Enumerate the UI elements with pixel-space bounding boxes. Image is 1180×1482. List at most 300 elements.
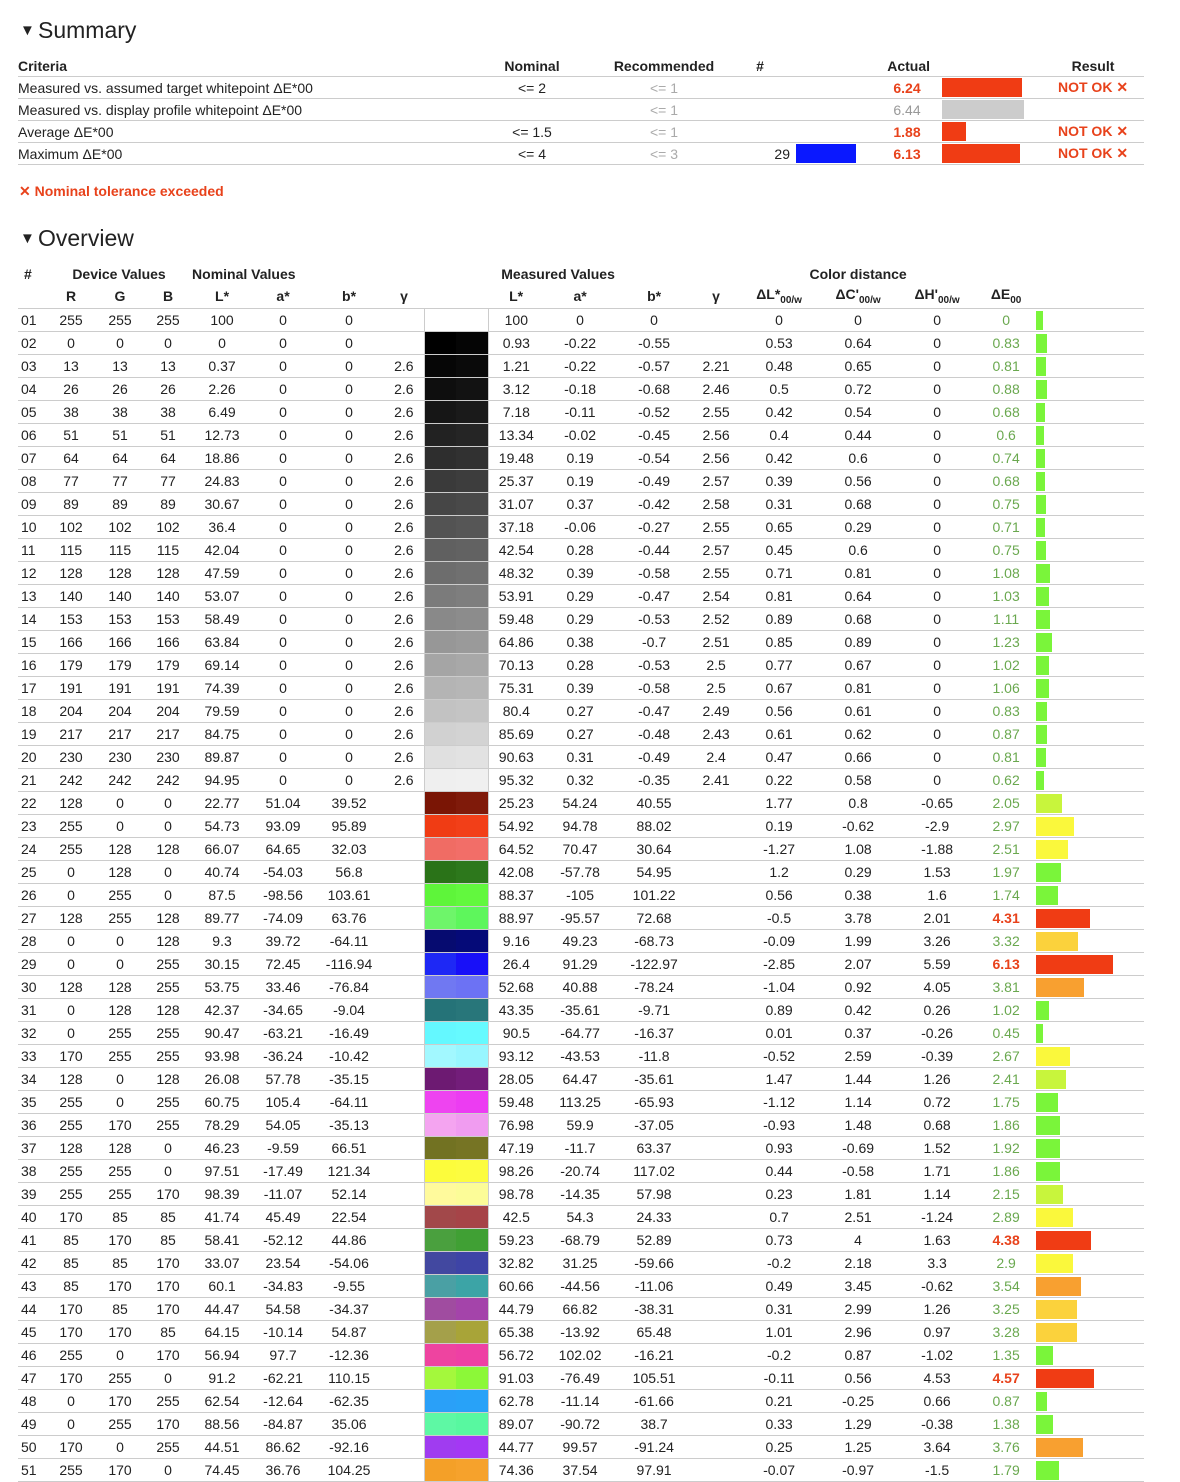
delta-e-cell: 3.25	[976, 1298, 1036, 1321]
color-swatch	[424, 1045, 488, 1068]
measured-a-cell: -76.49	[544, 1367, 616, 1390]
measured-gamma-cell	[692, 1459, 740, 1482]
r-cell: 170	[46, 1367, 96, 1390]
idx-cell: 04	[18, 378, 46, 401]
delta-e-bar-cell	[1036, 861, 1144, 884]
nominal-gamma-cell: 2.6	[384, 539, 424, 562]
nominal-a-cell: 0	[252, 654, 314, 677]
delta-e-cell: 0.75	[976, 493, 1036, 516]
delta-l-cell: 1.2	[740, 861, 818, 884]
nominal-gamma-cell	[384, 907, 424, 930]
r-cell: 255	[46, 1183, 96, 1206]
delta-e-bar-cell	[1036, 654, 1144, 677]
delta-h-cell: 0	[898, 654, 976, 677]
table-row	[18, 447, 1144, 470]
delta-h-cell: -0.39	[898, 1045, 976, 1068]
delta-c-cell: 0.56	[818, 470, 898, 493]
delta-e-bar	[1036, 748, 1046, 767]
measured-gamma-cell	[692, 792, 740, 815]
b-cell: 51	[144, 424, 192, 447]
b-cell: 166	[144, 631, 192, 654]
idx-cell: 26	[18, 884, 46, 907]
measured-gamma-cell: 2.58	[692, 493, 740, 516]
color-swatch	[424, 953, 488, 976]
r-cell: 0	[46, 953, 96, 976]
measured-l-cell: 70.13	[488, 654, 544, 677]
b-cell: 170	[144, 1275, 192, 1298]
delta-h-cell: 1.26	[898, 1298, 976, 1321]
measured-gamma-cell	[692, 1298, 740, 1321]
r-cell: 0	[46, 332, 96, 355]
nominal-gamma-cell: 2.6	[384, 723, 424, 746]
delta-e-bar-cell	[1036, 447, 1144, 470]
delta-c-cell: 3.78	[818, 907, 898, 930]
b-cell: 255	[144, 1436, 192, 1459]
nominal-b-cell: 0	[314, 401, 384, 424]
delta-e-bar-cell	[1036, 1160, 1144, 1183]
delta-e-bar-cell	[1036, 1367, 1144, 1390]
color-swatch	[424, 493, 488, 516]
delta-e-bar	[1036, 1093, 1058, 1112]
summary-section-title[interactable]	[20, 17, 136, 44]
delta-h-cell: -1.24	[898, 1206, 976, 1229]
delta-e-bar-cell	[1036, 1413, 1144, 1436]
b-cell: 140	[144, 585, 192, 608]
delta-e-cell: 0.83	[976, 332, 1036, 355]
measured-a-cell: -13.92	[544, 1321, 616, 1344]
g-cell: 255	[96, 907, 144, 930]
delta-h-cell: 0	[898, 631, 976, 654]
measured-b-cell: -0.47	[616, 585, 692, 608]
delta-h-cell: -2.9	[898, 815, 976, 838]
delta-c-cell: 0.61	[818, 700, 898, 723]
measured-b-cell: 72.68	[616, 907, 692, 930]
b-cell: 170	[144, 1344, 192, 1367]
measured-b-cell: -61.66	[616, 1390, 692, 1413]
measured-l-cell: 56.72	[488, 1344, 544, 1367]
delta-c-cell: 0.66	[818, 746, 898, 769]
nominal-l-cell: 54.73	[192, 815, 252, 838]
g-cell: 170	[96, 1390, 144, 1413]
r-cell: 255	[46, 1344, 96, 1367]
idx-cell: 38	[18, 1160, 46, 1183]
color-swatch	[424, 1160, 488, 1183]
delta-e-cell: 1.92	[976, 1137, 1036, 1160]
delta-c-cell: -0.97	[818, 1459, 898, 1482]
nominal-l-cell: 88.56	[192, 1413, 252, 1436]
actual-cell: 6.24	[872, 77, 942, 99]
nominal-l-cell: 62.54	[192, 1390, 252, 1413]
nominal-b-cell: -34.37	[314, 1298, 384, 1321]
color-swatch	[424, 930, 488, 953]
measured-b-cell: 88.02	[616, 815, 692, 838]
nominal-gamma-cell	[384, 815, 424, 838]
nominal-l-header: L*	[192, 284, 252, 309]
nominal-a-cell: -36.24	[252, 1045, 314, 1068]
nominal-gamma-cell: 2.6	[384, 769, 424, 792]
nominal-b-cell: -76.84	[314, 976, 384, 999]
measured-l-cell: 25.37	[488, 470, 544, 493]
measured-a-cell: 0.19	[544, 470, 616, 493]
measured-l-cell: 64.86	[488, 631, 544, 654]
delta-e-bar	[1036, 518, 1045, 537]
nominal-a-cell: 0	[252, 493, 314, 516]
overview-section-title[interactable]	[20, 225, 134, 252]
measured-a-cell: 113.25	[544, 1091, 616, 1114]
delta-c-cell: 2.07	[818, 953, 898, 976]
r-cell: 89	[46, 493, 96, 516]
measured-l-cell: 74.36	[488, 1459, 544, 1482]
nominal-b-cell: 0	[314, 585, 384, 608]
measured-b-cell: -9.71	[616, 999, 692, 1022]
measured-a-cell: -0.06	[544, 516, 616, 539]
delta-l-cell: -1.27	[740, 838, 818, 861]
measured-a-cell: 37.54	[544, 1459, 616, 1482]
delta-l-cell: 0.71	[740, 562, 818, 585]
measured-gamma-cell	[692, 907, 740, 930]
color-swatch	[424, 470, 488, 493]
measured-b-cell: -37.05	[616, 1114, 692, 1137]
delta-e-bar	[1036, 725, 1047, 744]
g-cell: 85	[96, 1252, 144, 1275]
nominal-l-cell: 26.08	[192, 1068, 252, 1091]
nominal-a-cell: 57.78	[252, 1068, 314, 1091]
delta-e-cell: 2.67	[976, 1045, 1036, 1068]
delta-l-cell: 0	[740, 309, 818, 332]
delta-e-bar-cell	[1036, 608, 1144, 631]
delta-h-cell: 0	[898, 769, 976, 792]
table-row	[18, 470, 1144, 493]
nominal-b-cell: 22.54	[314, 1206, 384, 1229]
delta-e-bar	[1036, 1277, 1081, 1296]
color-swatch	[424, 1367, 488, 1390]
measured-a-cell: 0.28	[544, 654, 616, 677]
color-swatch	[424, 1459, 488, 1482]
delta-h-cell: 4.05	[898, 976, 976, 999]
delta-h-cell: 0.68	[898, 1114, 976, 1137]
nominal-b-cell: -64.11	[314, 930, 384, 953]
measured-l-cell: 26.4	[488, 953, 544, 976]
delta-e-cell: 4.57	[976, 1367, 1036, 1390]
nominal-gamma-cell: 2.6	[384, 470, 424, 493]
measured-a-cell: 0.38	[544, 631, 616, 654]
nominal-l-cell: 74.39	[192, 677, 252, 700]
triangle-down-icon: ▼	[20, 230, 35, 247]
nominal-a-cell: 54.58	[252, 1298, 314, 1321]
measured-l-cell: 62.78	[488, 1390, 544, 1413]
table-row	[18, 516, 1144, 539]
delta-h-cell: 0	[898, 493, 976, 516]
g-cell: 255	[96, 1022, 144, 1045]
delta-h-cell: 0.72	[898, 1091, 976, 1114]
measured-gamma-cell	[692, 309, 740, 332]
nominal-values-header: Nominal Values	[192, 266, 296, 282]
nominal-gamma-cell	[384, 1160, 424, 1183]
delta-c-cell: 1.48	[818, 1114, 898, 1137]
measured-b-cell: -35.61	[616, 1068, 692, 1091]
measured-l-cell: 59.48	[488, 608, 544, 631]
measured-a-cell: 0.19	[544, 447, 616, 470]
g-cell: 128	[96, 838, 144, 861]
measured-gamma-cell: 2.57	[692, 470, 740, 493]
idx-cell: 15	[18, 631, 46, 654]
measured-l-cell: 88.37	[488, 884, 544, 907]
table-row	[18, 401, 1144, 424]
delta-c-cell: 0.29	[818, 516, 898, 539]
idx-cell: 05	[18, 401, 46, 424]
color-swatch	[424, 1436, 488, 1459]
delta-h-cell: 0	[898, 424, 976, 447]
delta-l-cell: 0.33	[740, 1413, 818, 1436]
g-cell: 38	[96, 401, 144, 424]
sample-cell	[796, 143, 872, 165]
r-cell: 166	[46, 631, 96, 654]
measured-l-cell: 1.21	[488, 355, 544, 378]
measured-l-cell: 28.05	[488, 1068, 544, 1091]
b-cell: 26	[144, 378, 192, 401]
recommended-header: Recommended	[604, 56, 724, 77]
table-row	[18, 1390, 1144, 1413]
delta-c-cell: 1.29	[818, 1413, 898, 1436]
delta-e-bar	[1036, 656, 1049, 675]
nominal-a-cell: 0	[252, 769, 314, 792]
delta-c-cell: 0.38	[818, 884, 898, 907]
measured-gamma-cell: 2.52	[692, 608, 740, 631]
b-cell: 255	[144, 1022, 192, 1045]
nominal-gamma-cell	[384, 1298, 424, 1321]
nominal-l-cell: 63.84	[192, 631, 252, 654]
nominal-l-cell: 42.37	[192, 999, 252, 1022]
g-cell: 0	[96, 792, 144, 815]
delta-e-bar	[1036, 380, 1047, 399]
nominal-l-cell: 78.29	[192, 1114, 252, 1137]
nominal-gamma-cell: 2.6	[384, 355, 424, 378]
table-row	[18, 1459, 1144, 1482]
nominal-gamma-cell: 2.6	[384, 378, 424, 401]
r-cell: 0	[46, 861, 96, 884]
delta-h-cell: -0.38	[898, 1413, 976, 1436]
actual-bar	[942, 144, 1020, 163]
idx-cell: 46	[18, 1344, 46, 1367]
measured-gamma-cell	[692, 1068, 740, 1091]
nominal-cell: <= 4	[460, 143, 604, 165]
delta-e-bar-cell	[1036, 677, 1144, 700]
delta-l-cell: -0.93	[740, 1114, 818, 1137]
nominal-b-cell: 110.15	[314, 1367, 384, 1390]
measured-gamma-cell	[692, 1436, 740, 1459]
nominal-b-cell: 0	[314, 355, 384, 378]
g-cell: 0	[96, 930, 144, 953]
delta-l-cell: 0.48	[740, 355, 818, 378]
delta-c-cell: 1.81	[818, 1183, 898, 1206]
measured-gamma-cell: 2.5	[692, 654, 740, 677]
color-swatch	[424, 815, 488, 838]
nominal-l-cell: 94.95	[192, 769, 252, 792]
r-cell: 115	[46, 539, 96, 562]
measured-b-cell: -0.53	[616, 654, 692, 677]
delta-e-cell: 1.38	[976, 1413, 1036, 1436]
color-swatch	[424, 539, 488, 562]
measured-a-cell: -0.22	[544, 332, 616, 355]
r-cell: 102	[46, 516, 96, 539]
criteria-cell: Maximum ΔE*00	[18, 143, 460, 165]
measured-gamma-cell: 2.43	[692, 723, 740, 746]
measured-b-cell: -11.06	[616, 1275, 692, 1298]
color-swatch	[424, 999, 488, 1022]
delta-l-cell: 0.53	[740, 332, 818, 355]
color-swatch	[424, 1114, 488, 1137]
measured-b-cell: -0.57	[616, 355, 692, 378]
delta-c-cell: -0.25	[818, 1390, 898, 1413]
delta-e-cell: 0.68	[976, 470, 1036, 493]
r-cell: 153	[46, 608, 96, 631]
actual-header: Actual	[796, 56, 942, 77]
g-cell: 77	[96, 470, 144, 493]
color-swatch	[424, 562, 488, 585]
delta-e-cell: 1.02	[976, 999, 1036, 1022]
nominal-l-cell: 87.5	[192, 884, 252, 907]
b-cell: 115	[144, 539, 192, 562]
measured-gamma-cell	[692, 1206, 740, 1229]
b-cell: 85	[144, 1321, 192, 1344]
b-cell: 255	[144, 1045, 192, 1068]
nominal-l-cell: 44.51	[192, 1436, 252, 1459]
nominal-b-cell: -12.36	[314, 1344, 384, 1367]
nominal-b-cell: 0	[314, 539, 384, 562]
g-cell: 230	[96, 746, 144, 769]
delta-e-bar	[1036, 449, 1045, 468]
table-row	[18, 1344, 1144, 1367]
idx-cell: 17	[18, 677, 46, 700]
delta-l-cell: 0.31	[740, 1298, 818, 1321]
delta-e-bar-cell	[1036, 1321, 1144, 1344]
g-cell: 170	[96, 1275, 144, 1298]
delta-e-cell: 0.87	[976, 1390, 1036, 1413]
delta-c-cell: 0.92	[818, 976, 898, 999]
nominal-l-cell: 6.49	[192, 401, 252, 424]
delta-l-cell: 0.39	[740, 470, 818, 493]
delta-c-cell: 0.44	[818, 424, 898, 447]
measured-l-cell: 48.32	[488, 562, 544, 585]
measured-l-cell: 88.97	[488, 907, 544, 930]
color-swatch	[424, 1137, 488, 1160]
idx-cell: 25	[18, 861, 46, 884]
nominal-l-cell: 74.45	[192, 1459, 252, 1482]
r-cell: 13	[46, 355, 96, 378]
summary-row	[18, 143, 1144, 165]
nominal-b-header: b*	[314, 284, 384, 309]
g-cell: 64	[96, 447, 144, 470]
measured-a-cell: -64.77	[544, 1022, 616, 1045]
summary-title-label: Summary	[38, 17, 137, 43]
delta-c-cell: 4	[818, 1229, 898, 1252]
nominal-l-cell: 90.47	[192, 1022, 252, 1045]
measured-b-cell: -0.48	[616, 723, 692, 746]
nominal-a-cell: -98.56	[252, 884, 314, 907]
table-row	[18, 631, 1144, 654]
measured-b-cell: 0	[616, 309, 692, 332]
nominal-gamma-cell: 2.6	[384, 493, 424, 516]
nominal-gamma-cell	[384, 1252, 424, 1275]
nominal-gamma-cell	[384, 1459, 424, 1482]
nominal-gamma-cell: 2.6	[384, 447, 424, 470]
table-row	[18, 976, 1144, 999]
measured-l-cell: 98.26	[488, 1160, 544, 1183]
nominal-l-cell: 56.94	[192, 1344, 252, 1367]
r-cell: 0	[46, 1390, 96, 1413]
recommended-cell: <= 1	[604, 77, 724, 99]
measured-gamma-cell	[692, 1114, 740, 1137]
measured-b-cell: 101.22	[616, 884, 692, 907]
b-cell: 0	[144, 815, 192, 838]
measured-l-cell: 52.68	[488, 976, 544, 999]
delta-c-cell: 0.64	[818, 585, 898, 608]
delta-l-cell: 0.73	[740, 1229, 818, 1252]
measured-gamma-cell	[692, 1390, 740, 1413]
g-cell: 128	[96, 999, 144, 1022]
count-cell	[724, 121, 796, 143]
delta-h-cell: 1.63	[898, 1229, 976, 1252]
delta-e-bar	[1036, 403, 1045, 422]
delta-l-cell: 0.56	[740, 884, 818, 907]
measured-b-cell: -78.24	[616, 976, 692, 999]
g-cell: 0	[96, 815, 144, 838]
nominal-b-cell: -9.55	[314, 1275, 384, 1298]
measured-gamma-cell: 2.55	[692, 516, 740, 539]
table-row	[18, 1275, 1144, 1298]
measured-a-cell: 99.57	[544, 1436, 616, 1459]
b-cell: 77	[144, 470, 192, 493]
table-row	[18, 493, 1144, 516]
b-cell: 230	[144, 746, 192, 769]
delta-e-bar-cell	[1036, 769, 1144, 792]
measured-gamma-cell	[692, 1275, 740, 1298]
measured-l-cell: 7.18	[488, 401, 544, 424]
nominal-b-cell: 63.76	[314, 907, 384, 930]
table-row	[18, 1114, 1144, 1137]
delta-e-cell: 0.6	[976, 424, 1036, 447]
delta-l-cell: -0.11	[740, 1367, 818, 1390]
nominal-a-cell: 72.45	[252, 953, 314, 976]
nominal-b-cell: 0	[314, 516, 384, 539]
nominal-a-cell: 86.62	[252, 1436, 314, 1459]
delta-e-bar	[1036, 794, 1062, 813]
measured-l-cell: 93.12	[488, 1045, 544, 1068]
r-cell: 179	[46, 654, 96, 677]
table-row	[18, 1252, 1144, 1275]
table-row	[18, 769, 1144, 792]
result-cell	[1042, 99, 1144, 121]
color-swatch	[424, 907, 488, 930]
idx-cell: 07	[18, 447, 46, 470]
delta-l-cell: 0.7	[740, 1206, 818, 1229]
nominal-l-cell: 89.87	[192, 746, 252, 769]
measured-b-cell: -0.55	[616, 332, 692, 355]
measured-a-cell: 0.29	[544, 585, 616, 608]
table-row	[18, 539, 1144, 562]
measured-gamma-cell	[692, 1137, 740, 1160]
measured-gamma-cell	[692, 930, 740, 953]
b-cell: 255	[144, 309, 192, 332]
nominal-a-cell: -54.03	[252, 861, 314, 884]
measured-gamma-cell: 2.55	[692, 562, 740, 585]
measured-b-cell: -0.42	[616, 493, 692, 516]
delta-l-cell: 0.47	[740, 746, 818, 769]
delta-e-cell: 2.05	[976, 792, 1036, 815]
summary-row	[18, 77, 1144, 99]
measured-b-cell: 105.51	[616, 1367, 692, 1390]
g-cell: 170	[96, 1229, 144, 1252]
